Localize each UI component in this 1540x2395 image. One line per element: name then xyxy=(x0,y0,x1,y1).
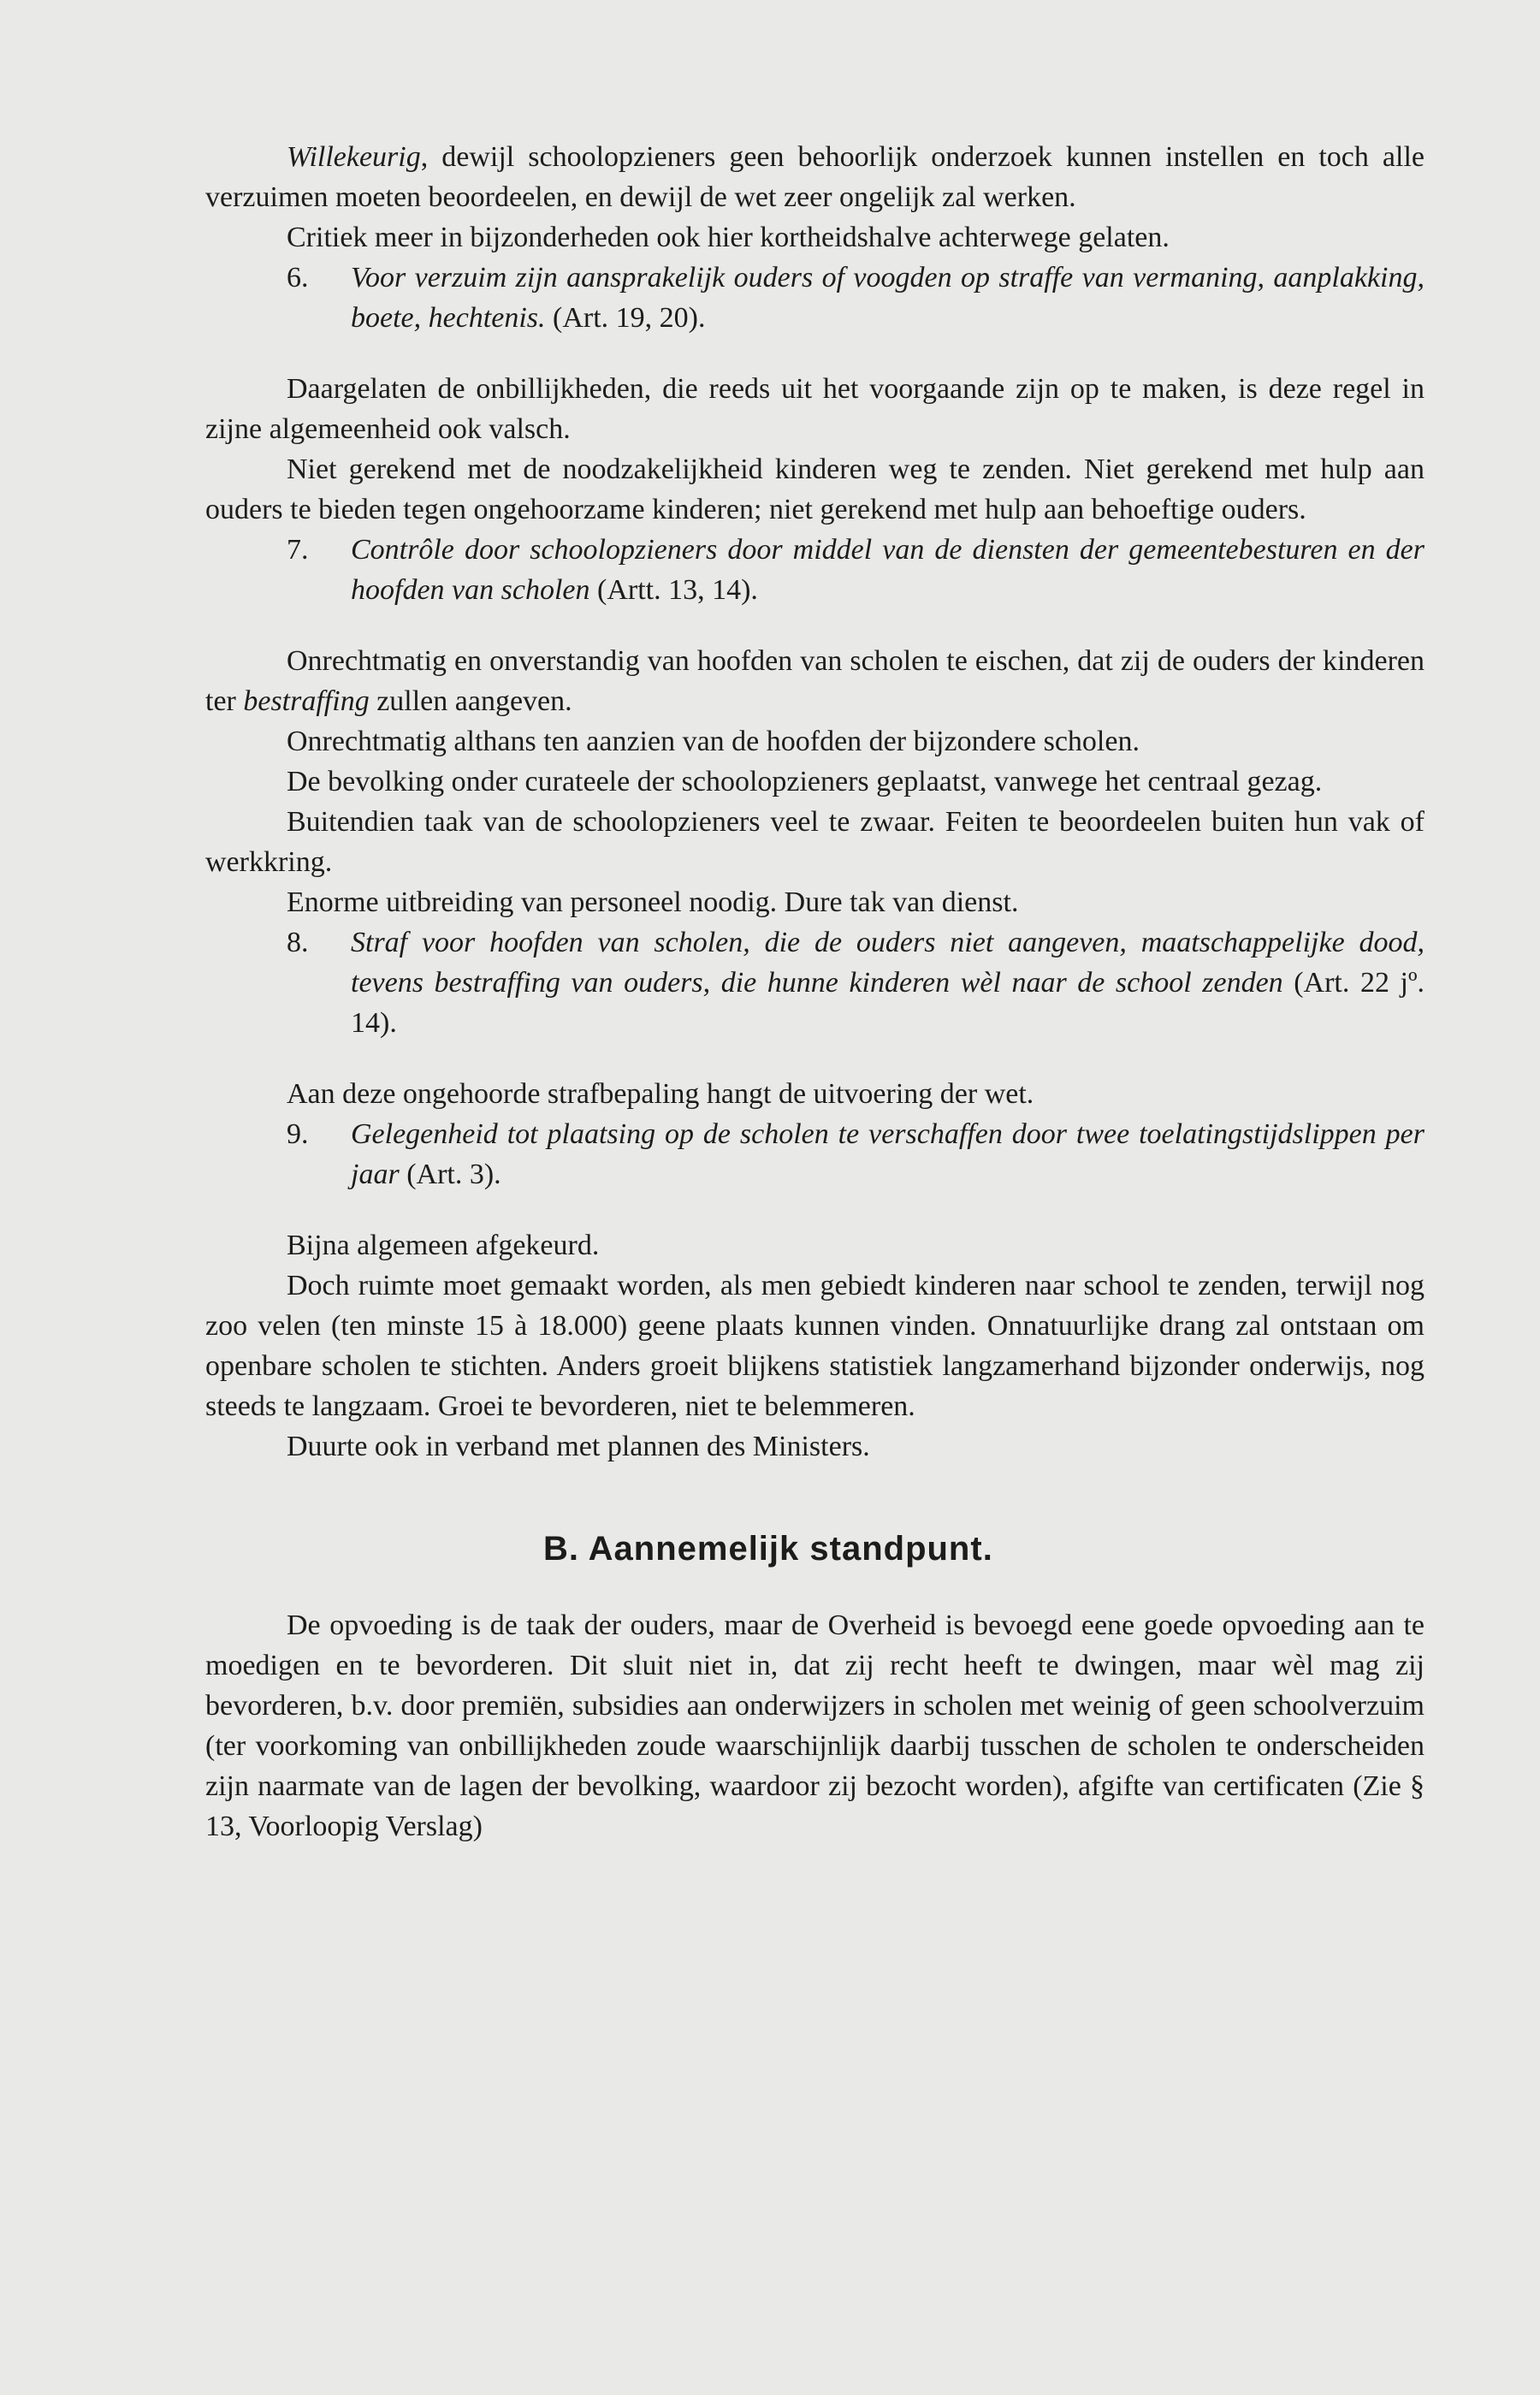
paragraph-willekeurig xyxy=(205,137,1424,217)
item-text: Voor verzuim zijn aansprakelijk ouders of voogden op straffe van vermaning, aanplakking, boete, hechtenis. xyxy=(351,262,1424,334)
numbered-item-6 xyxy=(205,258,1424,338)
paragraph-enorme: Enorme uitbreiding van personeel noodig. Dure tak van dienst. xyxy=(287,886,1019,918)
numbered-item-8 xyxy=(205,922,1424,1043)
paragraph-onrechtmatig-althans: Onrechtmatig althans ten aanzien van de hoofden der bijzondere scholen. xyxy=(287,726,1140,757)
item-reference: (Art. 22 jº. 14). xyxy=(351,967,1424,1039)
item-reference: (Artt. 13, 14). xyxy=(589,574,758,606)
paragraph-onrechtmatig xyxy=(205,641,1424,721)
paragraph-daargelaten: Daargelaten de onbillijkheden, die reeds uit het voorgaande zijn op te maken, is deze regel in zijne algemeenheid ook valsch. xyxy=(205,373,1424,445)
paragraph-opvoeding: De opvoeding is de taak der ouders, maar de Overheid is bevoegd eene goede opvoeding aan te moedigen en te bevorderen. Dit sluit niet in, dat zij recht heeft te dwingen, maar wèl mag zij bevorderen, b.v. door premiën, subsidies aan onderwijzers in scholen met weinig of geen schoolverzuim (ter voorkoming van onbillijkheden zoude waarschijnlijk daarbij tusschen de scholen te onderscheiden zijn naarmate van de lagen der bevolking, waardoor zij bezocht worden), afgifte van certificaten (Zie § 13, Voorloopig Verslag) xyxy=(205,1610,1424,1842)
document-page xyxy=(205,137,1424,1847)
numbered-item-9 xyxy=(205,1114,1424,1195)
item-text: Contrôle door schoolopzieners door middel van de diensten der gemeentebesturen en der hoofden van scholen xyxy=(351,534,1424,606)
numbered-item-7 xyxy=(205,530,1424,610)
item-number: 7. xyxy=(287,534,309,566)
paragraph-doch: Doch ruimte moet gemaakt worden, als men gebiedt kinderen naar school te zenden, terwijl nog zoo velen (ten minste 15 à 18.000) geene plaats kunnen vinden. Onnatuurlijke drang zal ontstaan om openbare scholen te stichten. Anders groeit blijkens statistiek langzamerhand bijzonder onderwijs, nog steeds te langzaam. Groei te bevorderen, niet te belemmeren. xyxy=(205,1270,1424,1422)
paragraph-niet-gerekend: Niet gerekend met de noodzakelijkheid kinderen weg te zenden. Niet gerekend met hulp aan ouders te bieden tegen ongehoorzame kinderen; niet gerekend met hulp aan behoeftige ouders. xyxy=(205,454,1424,525)
item-reference: (Art. 19, 20). xyxy=(545,302,706,334)
paragraph-critiek: Critiek meer in bijzonderheden ook hier kortheidshalve achterwege gelaten. xyxy=(287,222,1170,253)
emphasis-willekeurig: Willekeurig xyxy=(287,141,421,173)
paragraph-text: Onrechtmatig en onverstandig van hoofden van scholen te eischen, dat zij de ouders der kinderen ter xyxy=(205,645,1424,717)
paragraph-text: , dewijl schoolopzieners geen behoorlijk onderzoek kunnen instellen en toch alle verzuimen moeten beoordeelen, en dewijl de wet zeer ongelijk zal werken. xyxy=(205,141,1424,213)
paragraph-duurte: Duurte ook in verband met plannen des Ministers. xyxy=(287,1431,870,1462)
item-text: Gelegenheid tot plaatsing op de scholen te verschaffen door twee toelatingstijdslippen per jaar xyxy=(351,1118,1424,1190)
item-number: 9. xyxy=(287,1118,309,1150)
paragraph-bevolking: De bevolking onder curateele der schoolopzieners geplaatst, vanwege het centraal gezag. xyxy=(287,766,1323,797)
paragraph-text: zullen aangeven. xyxy=(369,685,572,717)
paragraph-strafbepaling: Aan deze ongehoorde strafbepaling hangt de uitvoering der wet. xyxy=(287,1078,1034,1110)
item-text: Straf voor hoofden van scholen, die de ouders niet aangeven, maatschappelijke dood, tevens bestraffing van ouders, die hunne kinderen wèl naar de school zenden xyxy=(351,927,1424,999)
paragraph-bijna: Bijna algemeen afgekeurd. xyxy=(287,1230,600,1261)
item-number: 8. xyxy=(287,927,309,958)
emphasis-bestraffing: bestraffing xyxy=(243,685,370,717)
section-heading: B. Aannemelijk standpunt. xyxy=(543,1530,993,1568)
item-reference: (Art. 3). xyxy=(399,1159,501,1190)
item-number: 6. xyxy=(287,262,309,293)
paragraph-buitendien: Buitendien taak van de schoolopzieners veel te zwaar. Feiten te beoordeelen buiten hun vak of werkkring. xyxy=(205,806,1424,878)
